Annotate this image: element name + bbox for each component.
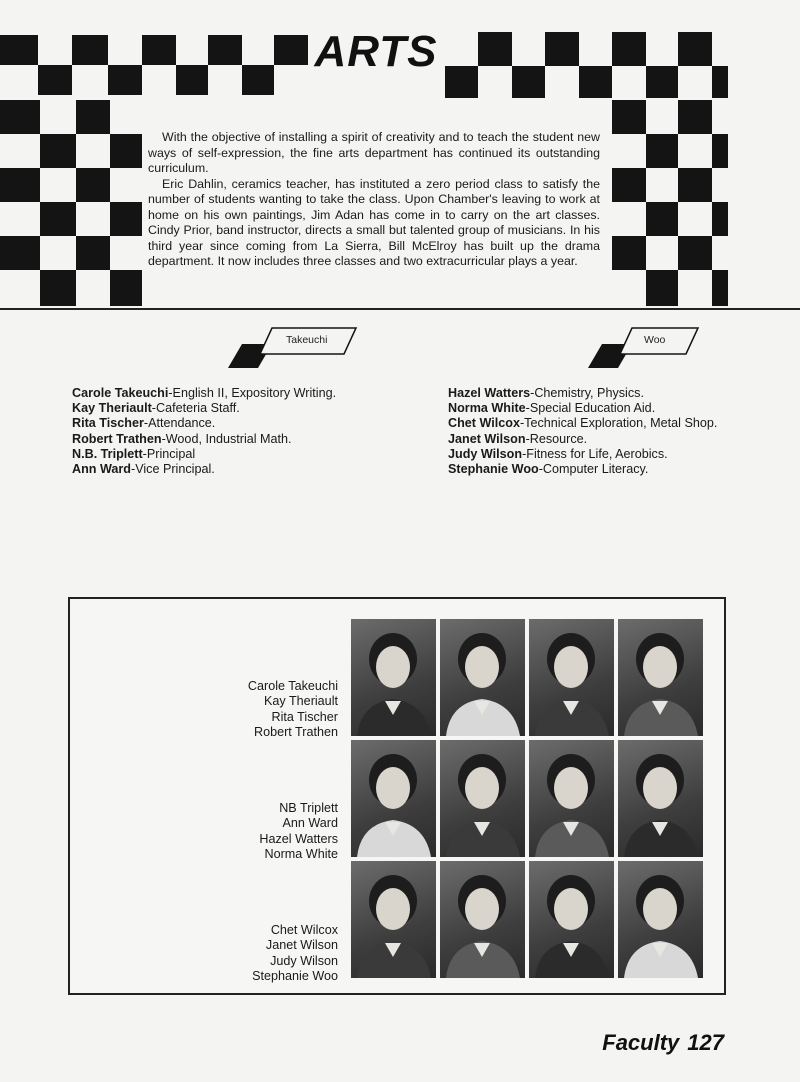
portrait-photo	[440, 619, 525, 736]
staff-entry	[72, 462, 336, 477]
staff-role: -Vice Principal.	[131, 462, 215, 477]
staff-name: Norma White	[448, 401, 526, 416]
staff-entry	[448, 462, 717, 477]
staff-entry	[72, 386, 336, 401]
staff-list-right	[448, 386, 717, 477]
staff-name: Ann Ward	[72, 462, 131, 477]
staff-name: Carole Takeuchi	[72, 386, 169, 400]
staff-entry	[448, 432, 717, 447]
intro-paragraph: Eric Dahlin, ceramics teacher, has instituted a zero period class to satisfy the number of students wanting to take the class. Upon Chamber's leaving to work at home on his own paintings, Jim Adan has come in to carry on the art classes. Cindy Prior, band instructor, directs a small but talented group of musicians. In his third year since coming from La Sierra, Bill McElroy has built up the drama department. It now includes three classes and two extracurricular plays a year.	[148, 176, 600, 268]
staff-role: -Special Education Aid.	[525, 401, 656, 416]
staff-role: -Attendance.	[143, 416, 216, 431]
name-tag-shape	[588, 324, 718, 374]
portrait-photo	[351, 619, 436, 736]
staff-role: -Cafeteria Staff.	[151, 401, 240, 416]
staff-entry	[72, 401, 336, 416]
name-tag-shape	[228, 324, 358, 374]
portrait-caption: Kay Theriault	[264, 694, 338, 709]
staff-entry	[448, 386, 717, 401]
portrait-photo	[618, 619, 703, 736]
portrait-caption: Norma White	[264, 847, 338, 862]
staff-name: Stephanie Woo	[448, 462, 539, 477]
page-number: 127	[687, 1030, 724, 1055]
portrait-caption: Rita Tischer	[271, 709, 338, 724]
portrait-photo	[440, 740, 525, 857]
staff-role: -Fitness for Life, Aerobics.	[522, 446, 668, 461]
footer-section: Faculty	[602, 1030, 680, 1055]
portrait-caption-row-1	[88, 679, 338, 741]
staff-role: -Technical Exploration, Metal Shop.	[519, 416, 718, 431]
name-tag-label: Takeuchi	[286, 334, 328, 346]
staff-entry	[72, 432, 336, 447]
staff-name: Rita Tischer	[72, 416, 144, 431]
staff-role: -Principal	[142, 446, 196, 461]
staff-role: -Resource.	[525, 431, 588, 446]
intro-text	[142, 122, 604, 308]
portrait-photo	[618, 740, 703, 857]
staff-name: Judy Wilson	[448, 446, 523, 461]
staff-entry	[448, 401, 717, 416]
portrait-photo	[529, 861, 614, 978]
portrait-caption: Hazel Watters	[259, 831, 338, 846]
portrait-caption: Judy Wilson	[270, 953, 338, 968]
staff-name: Hazel Watters	[448, 386, 531, 400]
portrait-caption: Ann Ward	[282, 816, 338, 831]
portrait-panel	[68, 597, 726, 995]
staff-role: -Computer Literacy.	[538, 462, 649, 477]
staff-role: -Wood, Industrial Math.	[161, 431, 292, 446]
portrait-caption: Janet Wilson	[265, 938, 338, 953]
portrait-caption: Stephanie Woo	[252, 969, 338, 984]
staff-entry	[448, 416, 717, 431]
portrait-photo	[618, 861, 703, 978]
portrait-caption: Carole Takeuchi	[247, 679, 338, 693]
portrait-photo	[351, 740, 436, 857]
portrait-photo	[529, 619, 614, 736]
portrait-caption: Chet Wilcox	[270, 923, 338, 937]
staff-name: Robert Trathen	[72, 431, 162, 446]
staff-entry	[72, 416, 336, 431]
portrait-caption-row-3	[88, 923, 338, 985]
portrait-photo	[351, 861, 436, 978]
staff-entry	[448, 447, 717, 462]
name-tag-right	[588, 324, 718, 374]
portrait-caption-row-2	[88, 801, 338, 863]
portrait-caption: NB Triplett	[279, 801, 338, 815]
staff-list-left	[72, 386, 336, 477]
portrait-photo	[529, 740, 614, 857]
section-title: ARTS	[310, 26, 442, 78]
staff-name: Kay Theriault	[72, 401, 152, 416]
name-tag-label: Woo	[644, 334, 666, 346]
portrait-caption: Robert Trathen	[253, 725, 338, 740]
staff-name: N.B. Triplett	[72, 446, 143, 461]
staff-name: Janet Wilson	[448, 431, 526, 446]
divider	[0, 308, 800, 310]
name-tag-left	[228, 324, 358, 374]
staff-name: Chet Wilcox	[448, 416, 520, 431]
portrait-photo	[440, 861, 525, 978]
page-footer	[602, 1030, 724, 1056]
staff-role: -English II, Expository Writing.	[168, 386, 337, 400]
intro-paragraph: With the objective of installing a spirit of creativity and to teach the student new ways of self-expression, the fine arts department has continued its outstanding curriculum.	[148, 130, 600, 175]
staff-entry	[72, 447, 336, 462]
staff-role: -Chemistry, Physics.	[530, 386, 644, 400]
